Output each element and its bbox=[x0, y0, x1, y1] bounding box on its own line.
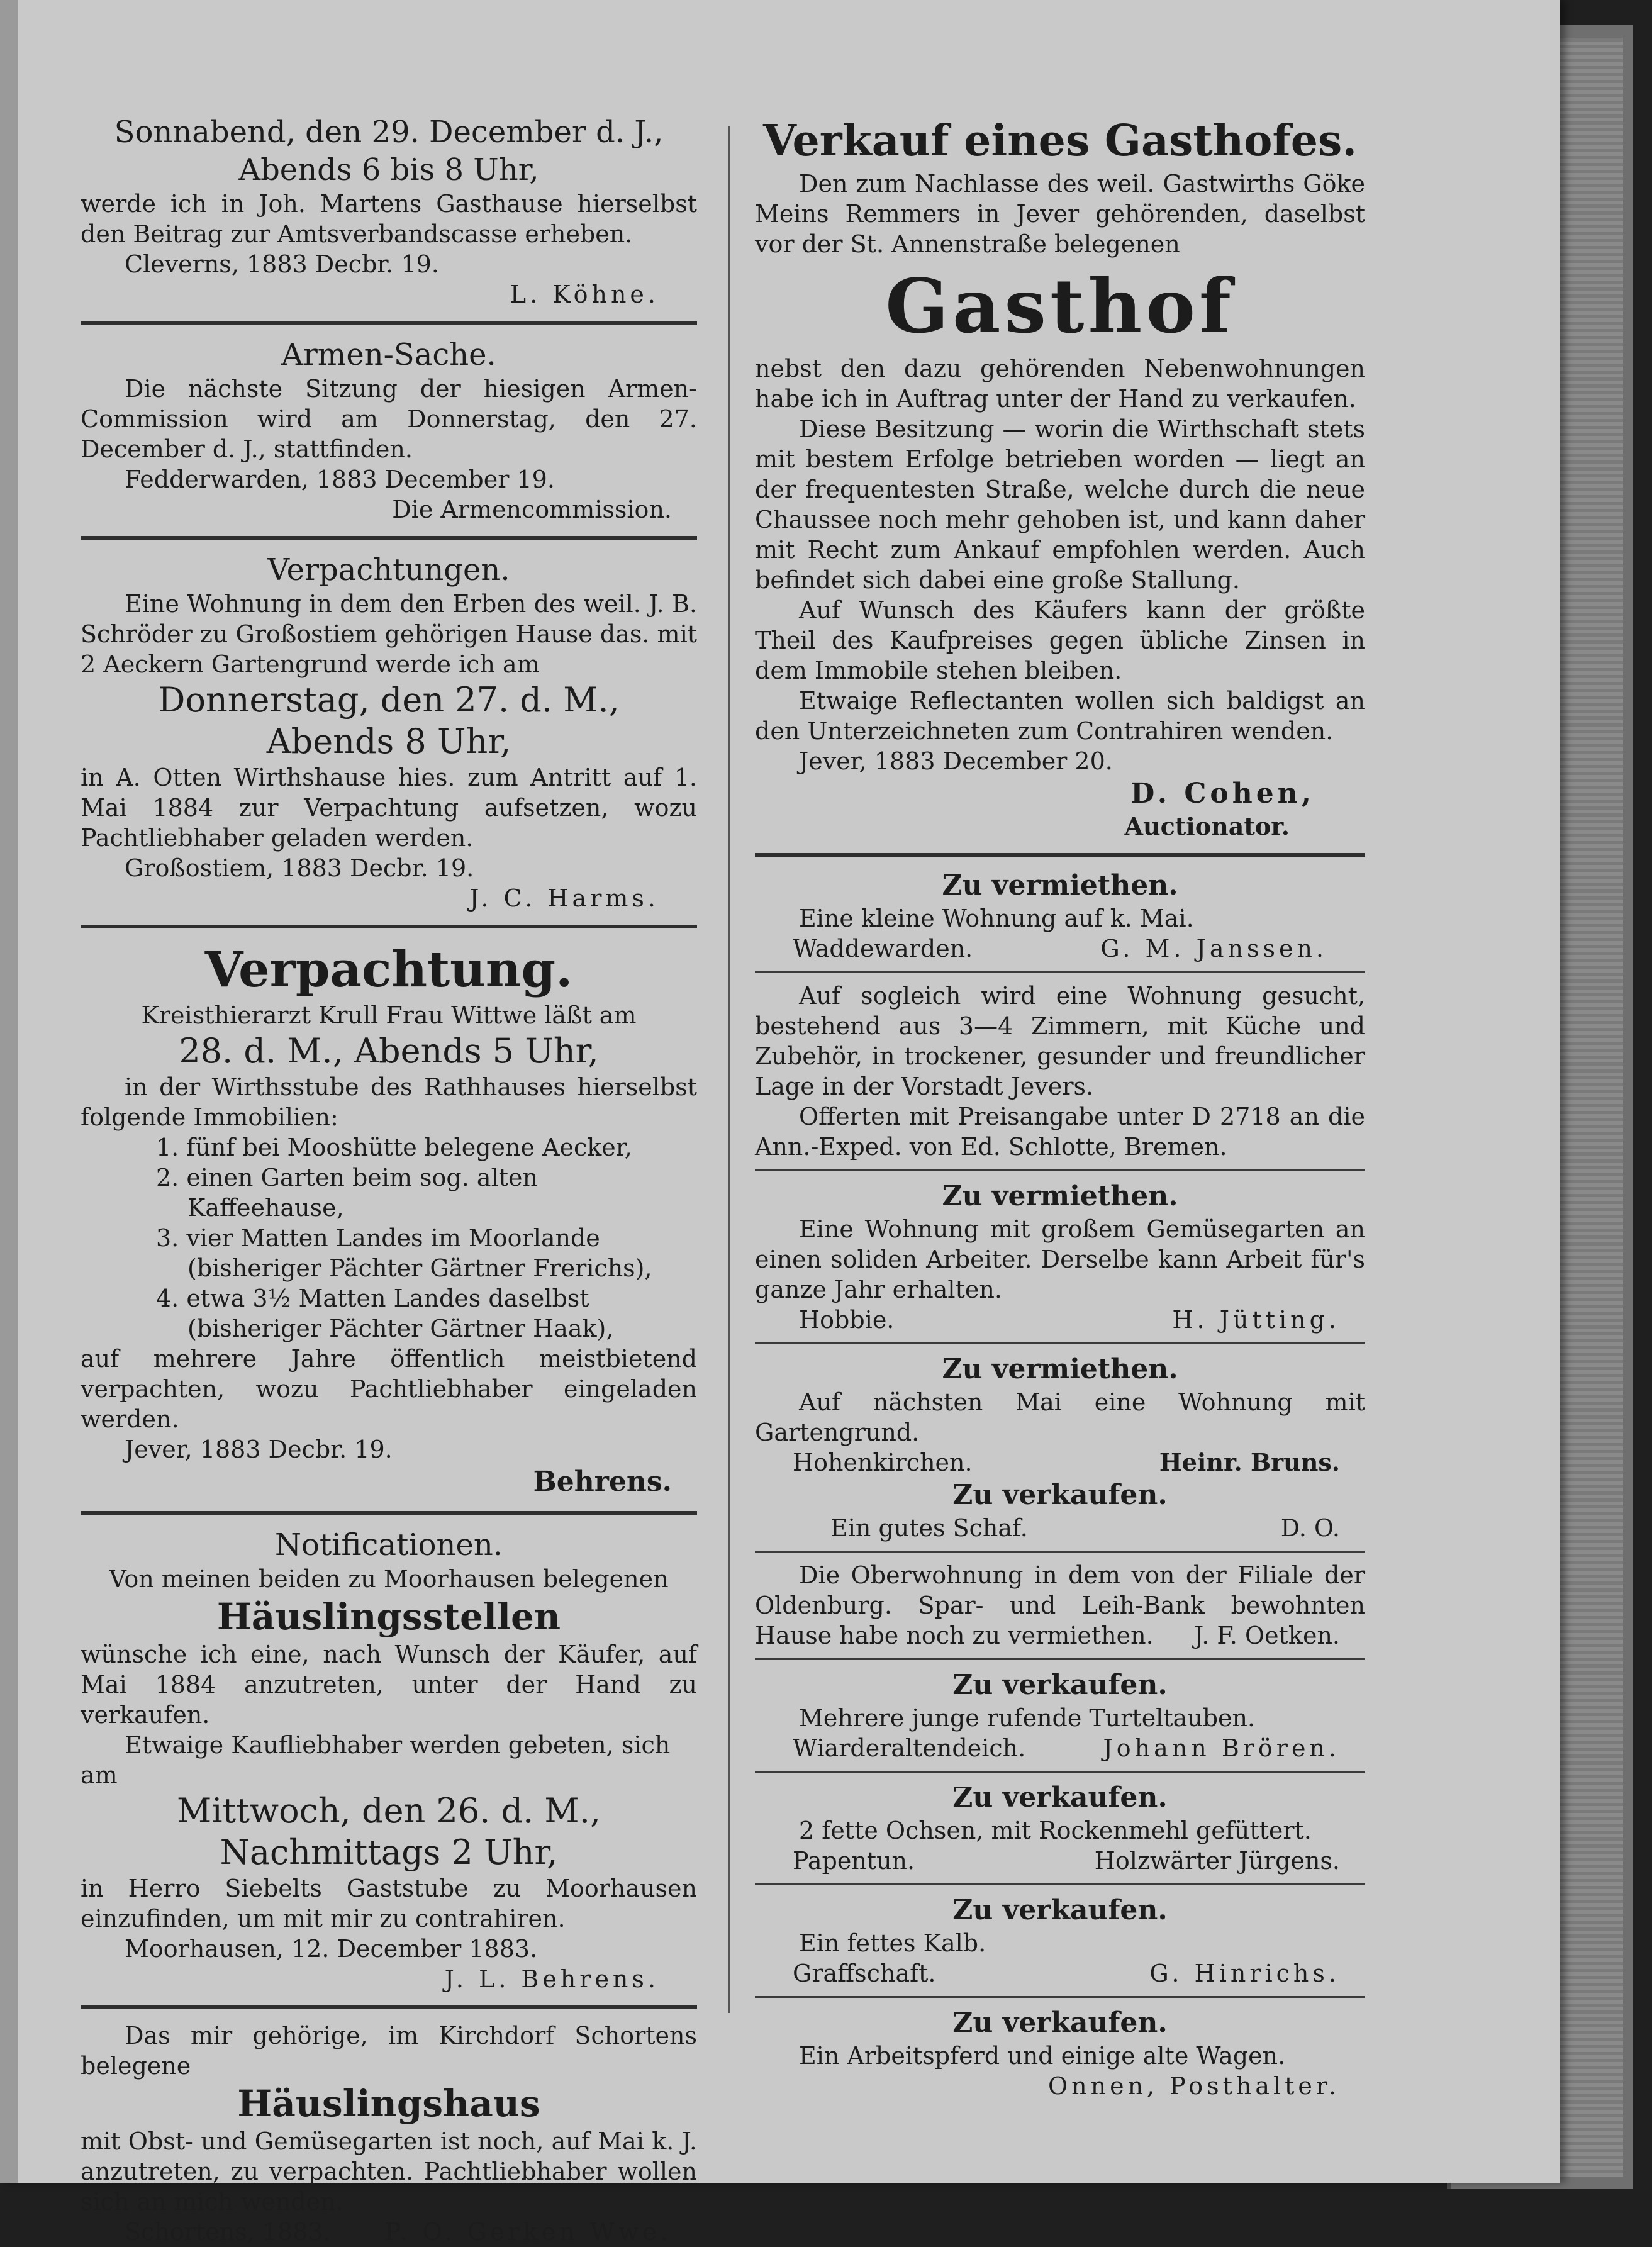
notice-signature: G. Hinrichs. bbox=[1149, 1960, 1340, 1987]
notice-signature: P. O. Gerken Wwe. bbox=[384, 2218, 672, 2246]
notice-title: Notificationen. bbox=[274, 1527, 503, 1563]
separator-rule bbox=[755, 1996, 1365, 1998]
separator-rule bbox=[755, 1551, 1365, 1553]
notice-body: Ein Arbeitspferd und einige alte Wagen. bbox=[799, 2042, 1286, 2070]
notice-title: Zu vermiethen. bbox=[942, 1180, 1178, 1212]
list-item: 1. fünf bei Mooshütte belegene Aecker, bbox=[156, 1134, 632, 1161]
notice-signature: H. Jütting. bbox=[1172, 1306, 1340, 1334]
notice-date-line: Sonnabend, den 29. December d. J., bbox=[114, 114, 664, 150]
notice-place: Papentun. bbox=[793, 1847, 915, 1875]
notice-title: Verpachtung. bbox=[204, 941, 573, 998]
notice-intro: Den zum Nachlasse des weil. Gastwirths Göke Meins Remmers in Jever gehörenden, daselbst vor der St. Annenstraße belegenen bbox=[755, 170, 1365, 258]
notice-title: Zu verkaufen. bbox=[952, 1479, 1168, 1511]
notice-title: Zu verkaufen. bbox=[952, 2007, 1168, 2039]
notice-place: Moorhausen, 12. December 1883. bbox=[125, 1935, 538, 1963]
separator-rule bbox=[755, 971, 1365, 973]
notice-body: Ein gutes Schaf. bbox=[830, 1514, 1028, 1542]
notice-title: Zu verkaufen. bbox=[952, 1781, 1168, 1814]
notice-headline: Häuslingshaus bbox=[237, 2082, 540, 2125]
notice-body: Die Oberwohnung in dem von der Filiale der Oldenburg. Spar- und Leih-Bank bewohnten Hause habe noch zu vermiethen. bbox=[755, 1561, 1365, 1649]
notice-zu-verkaufen-tauben bbox=[755, 1668, 1365, 1763]
notice-title: Armen-Sache. bbox=[281, 337, 496, 372]
notice-body: Ein fettes Kalb. bbox=[799, 1929, 986, 1957]
notice-body: Die nächste Sitzung der hiesigen Armen-Commission wird am Donnerstag, den 27. December d. J., stattfinden. bbox=[81, 375, 697, 463]
notice-signature: D. Cohen, bbox=[1130, 778, 1315, 810]
notice-gasthof bbox=[755, 113, 1365, 842]
page-stack-edge bbox=[1554, 38, 1623, 2177]
notice-footer bbox=[755, 1513, 1365, 1543]
notice-body: in Herro Siebelts Gaststube zu Moorhausen einzufinden, um mit mir zu contrahiren. bbox=[81, 1875, 697, 1932]
notice-place: Jever, 1883 Decbr. 19. bbox=[125, 1436, 393, 1463]
notice-signature: L. Köhne. bbox=[510, 281, 659, 308]
notice-signature: Onnen, Posthalter. bbox=[1047, 2072, 1340, 2100]
notice-footer bbox=[755, 1305, 1365, 1335]
notice-footer bbox=[755, 1958, 1365, 1988]
notice-zu-vermiethen-1 bbox=[755, 868, 1365, 964]
separator-rule bbox=[755, 1342, 1365, 1344]
notice-footer bbox=[755, 1447, 1365, 1478]
notice-signature: Heinr. Bruns. bbox=[1159, 1448, 1340, 1476]
separator-rule bbox=[755, 1658, 1365, 1660]
notice-signature: J. C. Harms. bbox=[469, 884, 659, 912]
notice-date-line: Mittwoch, den 26. d. M., bbox=[176, 1791, 601, 1831]
notice-armen-sache bbox=[81, 336, 697, 525]
notice-intro: Kreisthierarzt Krull Frau Wittwe läßt am bbox=[141, 1001, 637, 1029]
notice-title: Zu vermiethen. bbox=[942, 869, 1178, 901]
notice-body: in der Wirthsstube des Rathhauses hierselbst folgende Immobilien: bbox=[81, 1073, 697, 1131]
notice-body: Etwaige Reflectanten wollen sich baldigst an den Unterzeichneten zum Contrahiren wenden. bbox=[755, 687, 1365, 745]
notice-title: Zu verkaufen. bbox=[952, 1669, 1168, 1701]
notice-verpachtung bbox=[81, 940, 697, 1500]
notice-zu-verkaufen-ochsen bbox=[755, 1780, 1365, 1876]
notice-title: Zu vermiethen. bbox=[942, 1353, 1178, 1385]
notice-date-line: 28. d. M., Abends 5 Uhr, bbox=[179, 1031, 599, 1071]
separator-rule bbox=[755, 1169, 1365, 1171]
list-item: 2. einen Garten beim sog. alten Kaffeehause, bbox=[156, 1164, 538, 1222]
notice-signature: J. L. Behrens. bbox=[444, 1965, 659, 1993]
notice-wohnung-gesucht bbox=[755, 981, 1365, 1162]
notice-place: Wiarderaltendeich. bbox=[793, 1734, 1026, 1762]
notice-oberwohnung bbox=[755, 1560, 1365, 1651]
notice-haeuslingshaus bbox=[81, 2021, 697, 2247]
notice-signature-title: Auctionator. bbox=[1124, 812, 1290, 840]
notice-place: Jever, 1883 December 20. bbox=[799, 747, 1113, 775]
notice-body: Auf nächsten Mai eine Wohnung mit Gartengrund. bbox=[755, 1388, 1365, 1446]
separator-rule bbox=[81, 2005, 697, 2009]
notice-body: Etwaige Kaufliebhaber werden gebeten, sich am bbox=[81, 1731, 671, 1789]
notice-signature: G. M. Janssen. bbox=[1100, 935, 1327, 962]
notice-zu-verkaufen-pferd bbox=[755, 2005, 1365, 2101]
notice-zu-vermiethen-3 bbox=[755, 1352, 1365, 1478]
notice-body: mit Obst- und Gemüsegarten ist noch, auf Mai k. J. anzutreten, zu verpachten. Pachtliebhaber wollen sich an mich wenden. bbox=[81, 2127, 697, 2216]
notice-place: Graffschaft. bbox=[793, 1960, 936, 1987]
separator-rule bbox=[755, 853, 1365, 857]
notice-zu-verkaufen-schaf bbox=[755, 1478, 1365, 1543]
notice-place: Cleverns, 1883 Decbr. 19. bbox=[125, 250, 439, 278]
notice-headline: Gasthof bbox=[885, 262, 1235, 350]
notice-place: Hobbie. bbox=[799, 1306, 895, 1334]
notice-body: Offerten mit Preisangabe unter D 2718 an die Ann.-Exped. von Ed. Schlotte, Bremen. bbox=[755, 1103, 1365, 1161]
notice-signature: D. O. bbox=[1280, 1514, 1340, 1542]
separator-rule bbox=[755, 1771, 1365, 1773]
notice-title: Verpachtungen. bbox=[267, 552, 510, 588]
list-item: 4. etwa 3½ Matten Landes daselbst (bisheriger Pächter Gärtner Haak), bbox=[156, 1285, 614, 1342]
notice-body: 2 fette Ochsen, mit Rockenmehl gefüttert. bbox=[799, 1817, 1312, 1844]
notice-body: Eine kleine Wohnung auf k. Mai. bbox=[799, 905, 1194, 932]
binding-strip bbox=[0, 0, 18, 2183]
notice-time-line: Abends 6 bis 8 Uhr, bbox=[238, 152, 539, 187]
notice-footer bbox=[755, 934, 1365, 964]
notice-body: nebst den dazu gehörenden Nebenwohnungen habe ich in Auftrag unter der Hand zu verkaufen. bbox=[755, 355, 1365, 413]
notice-amtsverband bbox=[81, 113, 697, 309]
notice-body: Mehrere junge rufende Turteltauben. bbox=[799, 1704, 1256, 1732]
notice-body: Auf Wunsch des Käufers kann der größte Theil des Kaufpreises gegen übliche Zinsen in dem Immobile stehen bleiben. bbox=[755, 596, 1365, 684]
list-item: 3. vier Matten Landes im Moorlande (bisheriger Pächter Gärtner Frerichs), bbox=[156, 1224, 652, 1282]
notice-body: Auf sogleich wird eine Wohnung gesucht, bestehend aus 3—4 Zimmern, mit Küche und Zubehör, in trockener, gesunder und freundlicher Lage in der Vorstadt Jevers. bbox=[755, 982, 1365, 1100]
notice-verpachtungen bbox=[81, 551, 697, 913]
notice-zu-vermiethen-2 bbox=[755, 1179, 1365, 1335]
notice-body: in A. Otten Wirthshause hies. zum Antritt auf 1. Mai 1884 zur Verpachtung aufsetzen, wozu Pachtliebhaber geladen werden. bbox=[81, 764, 697, 852]
separator-rule bbox=[81, 1511, 697, 1515]
column-divider bbox=[728, 126, 730, 2013]
notice-zu-verkaufen-kalb bbox=[755, 1893, 1365, 1988]
notice-signature: Holzwärter Jürgens. bbox=[1094, 1847, 1340, 1875]
notice-body: auf mehrere Jahre öffentlich meistbietend verpachten, wozu Pachtliebhaber eingeladen werden. bbox=[81, 1345, 697, 1433]
separator-rule bbox=[81, 925, 697, 928]
notice-place: Großostiem, 1883 Decbr. 19. bbox=[125, 854, 474, 882]
notice-time-line: Nachmittags 2 Uhr, bbox=[220, 1832, 558, 1872]
notice-body: Eine Wohnung mit großem Gemüsegarten an einen soliden Arbeiter. Derselbe kann Arbeit für's ganze Jahr erhalten. bbox=[755, 1215, 1365, 1303]
separator-rule bbox=[81, 321, 697, 325]
notice-headline: Häuslingsstellen bbox=[216, 1595, 561, 1638]
notice-notificationen bbox=[81, 1526, 697, 1994]
separator-rule bbox=[81, 536, 697, 540]
notice-signature: J. F. Oetken. bbox=[1193, 1622, 1340, 1649]
notice-date-line: Donnerstag, den 27. d. M., bbox=[158, 680, 620, 720]
notice-footer bbox=[755, 1733, 1365, 1763]
notice-body: wünsche ich eine, nach Wunsch der Käufer, auf Mai 1884 anzutreten, unter der Hand zu verkaufen. bbox=[81, 1641, 697, 1729]
notice-title: Verkauf eines Gasthofes. bbox=[763, 116, 1357, 166]
notice-body: Diese Besitzung — worin die Wirthschaft stets mit bestem Erfolge betrieben worden — liegt an der frequentesten Straße, welche durch die neue Chaussee noch mehr gehoben ist, und kann daher mit Recht zum Ankauf empfohlen werden. Auch befindet sich dabei eine große Stallung. bbox=[755, 415, 1365, 594]
notice-footer bbox=[81, 2217, 697, 2247]
left-column bbox=[81, 113, 697, 2247]
notice-signature: Die Armencommission. bbox=[392, 496, 672, 523]
notice-place: Hohenkirchen. bbox=[793, 1449, 973, 1476]
notice-footer bbox=[755, 1846, 1365, 1876]
notice-signature: Johann Brören. bbox=[1103, 1734, 1340, 1762]
notice-place: Fedderwarden, 1883 December 19. bbox=[125, 466, 555, 493]
notice-body: werde ich in Joh. Martens Gasthause hierselbst den Beitrag zur Amtsverbandscasse erheben. bbox=[81, 190, 697, 248]
notice-body: Eine Wohnung in dem den Erben des weil. J. B. Schröder zu Großostiem gehörigen Hause das. mit 2 Aeckern Gartengrund werde ich am bbox=[81, 590, 697, 678]
notice-intro: Das mir gehörige, im Kirchdorf Schortens belegene bbox=[81, 2022, 697, 2080]
notice-title: Zu verkaufen. bbox=[952, 1894, 1168, 1926]
right-column bbox=[755, 113, 1365, 2101]
notice-intro: Von meinen beiden zu Moorhausen belegenen bbox=[109, 1565, 669, 1593]
notice-time-line: Abends 8 Uhr, bbox=[266, 722, 511, 761]
notice-place: Waddewarden. bbox=[793, 935, 973, 962]
separator-rule bbox=[755, 1883, 1365, 1885]
notice-signature: Behrens. bbox=[533, 1466, 672, 1498]
notice-place: Schortens, 1883. bbox=[125, 2218, 331, 2246]
